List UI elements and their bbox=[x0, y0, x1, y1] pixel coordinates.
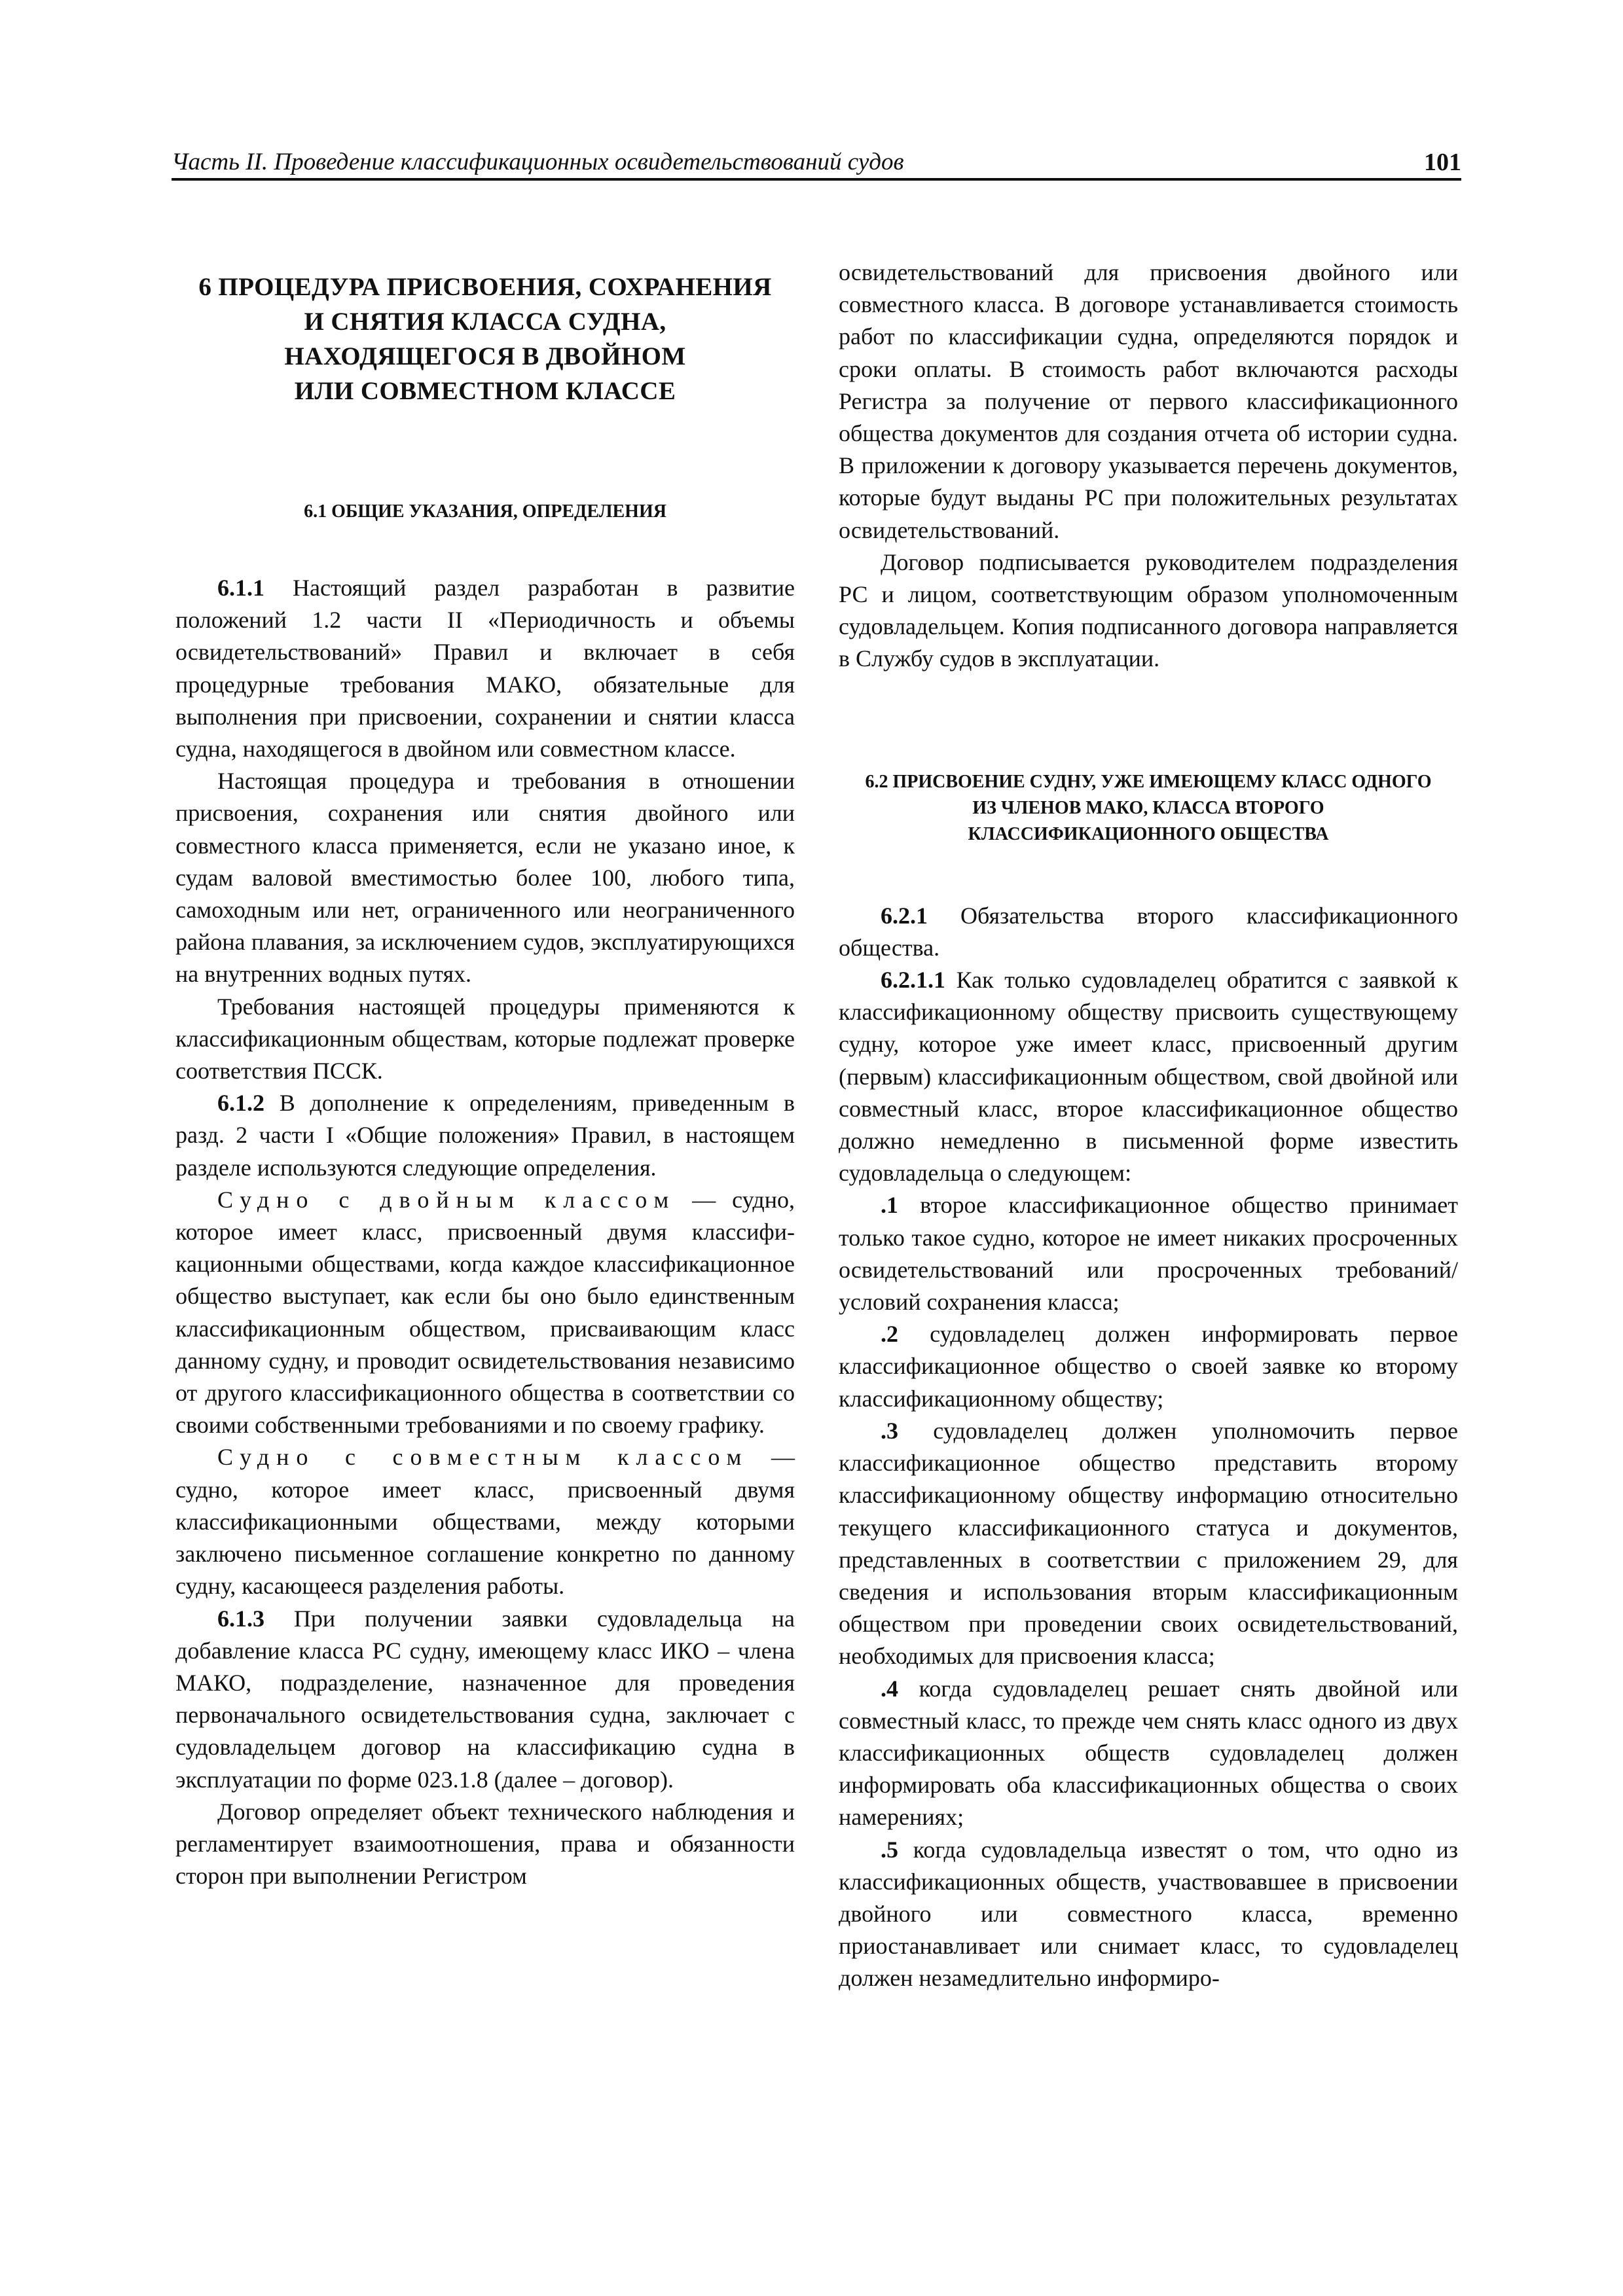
item-text: когда судовладелец решает снять двойной или совместный класс, то прежде чем снять класс одного из двух классификационных обществ судовладелец должен информировать оба классификационных общества о своих намерениях; bbox=[839, 1675, 1458, 1831]
item-number: .3 bbox=[881, 1417, 898, 1444]
definition-text: — судно, которое имеет класс, присвоенный двумя классификационными обществами, между которыми заключено письменное соглашение конкретно по данному судну, касающееся разделения работы. bbox=[175, 1444, 795, 1600]
item-number: .1 bbox=[881, 1192, 898, 1219]
chapter-title-line: 6 ПРОЦЕДУРА ПРИСВОЕНИЯ, СОХРАНЕНИЯ bbox=[198, 273, 772, 301]
paragraph-text: В дополнение к определениям, приведенным в разд. 2 части I «Общие положения» Правил, в настоящем разделе используются следующие определения. bbox=[175, 1090, 795, 1181]
chapter-title bbox=[175, 270, 795, 408]
defined-term: Судно с двойным классом bbox=[217, 1186, 676, 1213]
item-text: судовладелец должен уполномочить первое классификационное общество представить второму классификационному обществу информацию относительно текущего классификационного статуса и документов, представленных в соответствии с приложением 29, для сведения и использования вторым классификационным обществом при проведении своих освидетельствований, необходимых для присвоения класса; bbox=[839, 1417, 1458, 1670]
clause-number: 6.1.1 bbox=[217, 575, 264, 601]
item-number: .5 bbox=[881, 1836, 898, 1863]
running-title: Часть II. Проведение классификационных освидетельствований судов bbox=[172, 149, 904, 175]
paragraph-6-1-1 bbox=[175, 572, 795, 765]
list-item bbox=[839, 1318, 1458, 1415]
list-item bbox=[839, 1415, 1458, 1673]
paragraph-requirements: Требования настоящей процедуры применяются к классификационным обществам, которые подлежат проверке соответствия ПССК. bbox=[175, 993, 795, 1085]
item-text: второе классификационное общество принимает только такое судно, которое не имеет никаких просроченных освидетельствований или просроченных требований/условий сохранения класса; bbox=[839, 1192, 1458, 1316]
list-item bbox=[839, 1673, 1458, 1834]
section-title-6-1: 6.1 ОБЩИЕ УКАЗАНИЯ, ОПРЕДЕЛЕНИЯ bbox=[304, 501, 666, 522]
chapter-title-line: НАХОДЯЩЕГОСЯ В ДВОЙНОМ bbox=[284, 342, 686, 370]
item-number: .2 bbox=[881, 1321, 898, 1348]
list-item bbox=[839, 1189, 1458, 1318]
definition-text: — судно, которое имеет класс, присвоенный двумя классификационными обществами, когда каждое классификационное общество выступает, как если бы оно было единственным классификационным обществом, присваивающим класс данному судну, и проводит освидетельствования независимо от другого классификационного общества в соответствии со своими собственными требованиями и по своему графику. bbox=[175, 1186, 795, 1439]
paragraph-signing: Договор подписывается руководителем подразделения РС и лицом, соответствующим образом уполномоченным судовладельцем. Копия подписанного договора направляется в Службу судов в эксплуатации. bbox=[839, 548, 1458, 672]
paragraph-6-1-3 bbox=[175, 1603, 795, 1796]
page-number: 101 bbox=[1424, 149, 1461, 176]
item-number: .4 bbox=[881, 1675, 898, 1702]
paragraph-contract-continued: освидетельствований для присвоения двойного или совместного класса. В договоре устанавливается стоимость работ по классификации судна, определяются порядок и сроки оплаты. В стоимость работ включаются расходы Регистра за получение от первого классификационного общества документов для создания отчета об истории судна. В приложении к договору указывается перечень документов, которые будут выданы РС при положительных результатах освидетельствований. bbox=[839, 259, 1458, 543]
chapter-title-line: И СНЯТИЯ КЛАССА СУДНА, bbox=[304, 308, 666, 336]
item-text: когда судовладельца известят о том, что одно из классификационных обществ, участвовавшее в присвоении двойного или совместного класса, временно приостанавливает или снимает класс, то судовладелец должен незамедлительно информиро- bbox=[839, 1836, 1458, 1992]
running-header bbox=[172, 149, 1461, 181]
paragraph-text: Обязательства второго классификационного общества. bbox=[839, 902, 1458, 961]
clause-number: 6.1.3 bbox=[217, 1605, 264, 1632]
item-text: судовладелец должен информировать первое классификационное общество о своей заявке ко второму классификационному обществу; bbox=[839, 1321, 1458, 1412]
clause-number: 6.1.2 bbox=[217, 1090, 264, 1117]
left-column bbox=[175, 259, 795, 2197]
paragraph-text: Как только судовладелец обратится с заявкой к классификационному обществу присвоить существующему судну, которое уже имеет класс, присвоенный другим (первым) классификационным обществом, свой двойной или совместный класс, второе классификационное общество должно немедленно в письменной форме известить судовладельца о следующем: bbox=[839, 967, 1458, 1187]
right-column bbox=[839, 257, 1458, 2194]
defined-term: Судно с совместным классом bbox=[217, 1444, 749, 1471]
paragraph-6-2-1 bbox=[839, 900, 1458, 964]
paragraph-contract-start: Договор определяет объект технического наблюдения и регламентирует взаимоотношения, права и обязанности сторон при выполнении Регистром bbox=[175, 1798, 795, 1890]
paragraph-scope: Настоящая процедура и требования в отношении присвоения, сохранения или снятия двойного или совместного класса применяется, если не указано иное, к судам валовой вместимостью более 100, любого типа, самоходным или нет, ограниченного или неограниченного района плавания, за исключением судов, эксплуатирующихся на внутренних водных путях. bbox=[175, 768, 795, 988]
section-title-6-2: 6.2 ПРИСВОЕНИЕ СУДНУ, УЖЕ ИМЕЮЩЕМУ КЛАСС ОДНОГО ИЗ ЧЛЕНОВ МАКО, КЛАССА ВТОРОГО КЛАССИФИКАЦИОННОГО ОБЩЕСТВА bbox=[865, 771, 1432, 844]
paragraph-6-2-1-1 bbox=[839, 964, 1458, 1189]
clause-number: 6.2.1.1 bbox=[881, 967, 945, 994]
definition-dual-class bbox=[175, 1184, 795, 1442]
definition-joint-class bbox=[175, 1441, 795, 1602]
paragraph-text: Настоящий раздел разработан в развитие положений 1.2 части II «Периодичность и объемы освидетельствований» Правил и включает в себя процедурные требования МАКО, обязательные для выполнения при присвоении, сохранении и снятии класса судна, находящегося в двойном или совместном классе. bbox=[175, 575, 795, 762]
paragraph-6-1-2 bbox=[175, 1087, 795, 1184]
paragraph-text: При получении заявки судовладельца на добавление класса РС судну, имеющему класс ИКО – члена МАКО, подразделение, назначенное для проведения первоначального освидетельствования судна, заключает с судовладельцем договор на классификацию судна в эксплуатации по форме 023.1.8 (далее – договор). bbox=[175, 1605, 795, 1793]
chapter-title-line: ИЛИ СОВМЕСТНОМ КЛАССЕ bbox=[294, 377, 676, 405]
clause-number: 6.2.1 bbox=[881, 902, 928, 929]
list-item bbox=[839, 1834, 1458, 1995]
